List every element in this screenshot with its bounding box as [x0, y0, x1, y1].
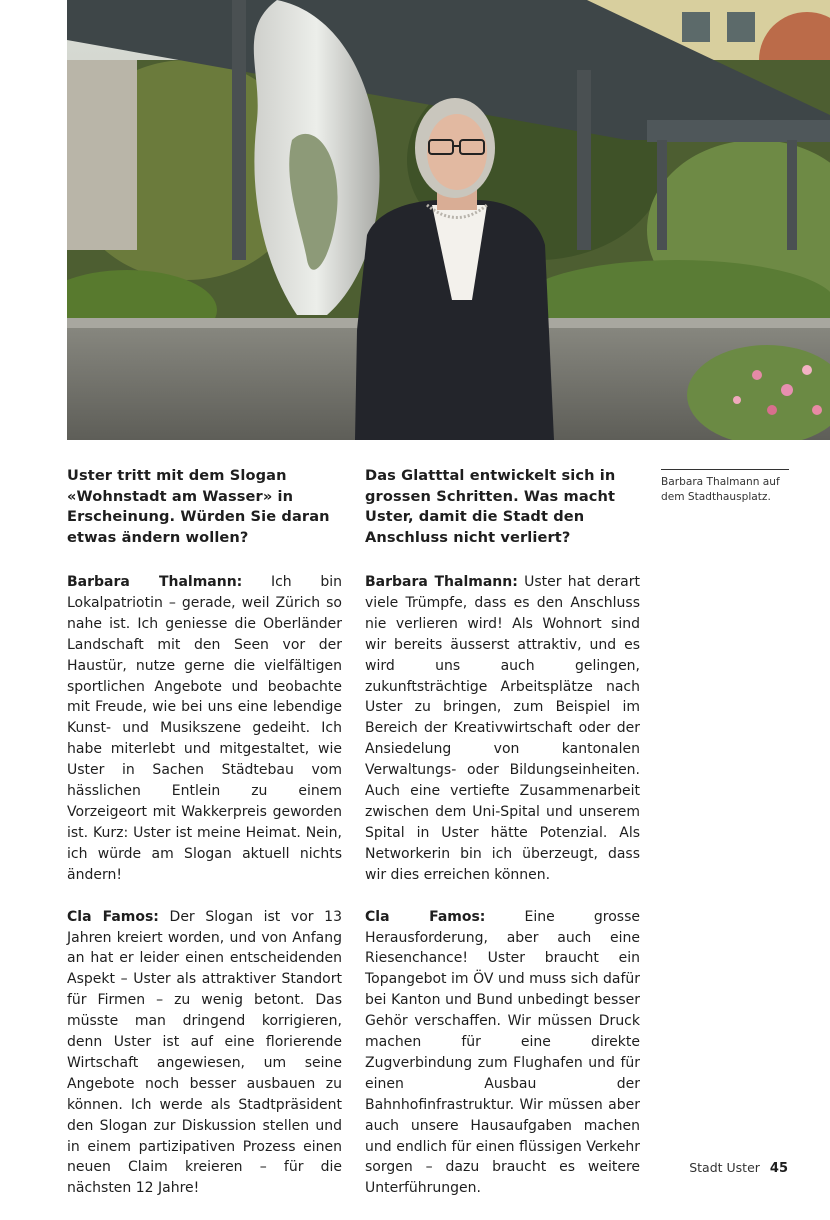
speaker-name: Barbara Thalmann: — [365, 574, 518, 590]
page-footer — [689, 1160, 788, 1176]
speaker-name: Barbara Thalmann: — [67, 574, 243, 590]
photo-illustration — [67, 0, 830, 440]
article-column-left — [67, 466, 342, 1220]
interview-answer — [365, 907, 640, 1200]
article-photo — [67, 0, 830, 440]
interview-question: Uster tritt mit dem Slogan «Wohnstadt am Wasser» in Erscheinung. Würden Sie daran etwas ändern wollen? — [67, 467, 330, 546]
interview-question: Das Glatttal entwickelt sich in grossen Schritten. Was macht Uster, damit die Stadt den Anschluss nicht verliert? — [365, 467, 616, 546]
speaker-name: Cla Famos: — [365, 908, 486, 925]
interview-answer — [67, 907, 342, 1200]
interview-answer — [67, 572, 342, 886]
speaker-name: Cla Famos: — [67, 908, 159, 925]
page-number: 45 — [769, 1161, 788, 1176]
article-column-middle — [365, 466, 640, 1220]
publication-name: Stadt Uster — [689, 1160, 760, 1175]
answer-text: Ich bin Lokalpatriotin – gerade, weil Zürich so nahe ist. Ich geniesse die Oberländer Landschaft mit den Seen vor der Haustür, nutze gerne die vielfältigen sportlichen Angebote und beobachte mit Freude, wie bei uns eine lebendige Kunst- und Musikszene gedeiht. Ich habe miterlebt und mitgestaltet, wie Uster in Sachen Städtebau vom hässlichen Entlein zu einem Vorzeigeort mit Wakkerpreis geworden ist. Kurz: Uster ist meine Heimat. Nein, ich würde am Slogan aktuell nichts ändern! — [67, 574, 342, 883]
photo-caption: Barbara Thalmann auf dem Stadthausplatz. — [661, 469, 789, 505]
answer-text: Uster hat derart viele Trümpfe, dass es den Anschluss nie verlieren wird! Als Wohnort sind wir bereits äusserst attraktiv, und es wird uns auch gelingen, zukunftsträchtige Arbeitsplätze nach Uster zu bringen, zum Beispiel im Bereich der Kreativwirtschaft oder der Ansiedelung von kantonalen Verwaltungs- oder Bildungseinheiten. Auch eine vertiefte Zusammenarbeit zwischen dem Uni-Spital und unserem Spital in Uster hätte Potenzial. Als Networkerin bin ich überzeugt, dass wir dies erreichen können. — [365, 574, 640, 883]
answer-text: Der Slogan ist vor 13 Jahren kreiert worden, und von Anfang an hat er leider einen entscheidenden Aspekt – Uster als attraktiver Standort für Firmen – zu wenig betont. Das müsste man dringend korrigieren, denn Uster ist auf eine florierende Wirtschaft angewiesen, um seine Angebote noch besser ausbauen zu können. Ich werde als Stadtpräsident den Slogan zur Diskussion stellen und in einem partizipativen Prozess einen neuen Claim kreieren – für die nächsten 12 Jahre! — [67, 908, 342, 1197]
answer-text: Eine grosse Herausforderung, aber auch eine Riesenchance! Uster braucht ein Topangebot im ÖV und muss sich dafür bei Kanton und Bund unbedingt besser Gehör verschaffen. Wir müssen Druck machen für eine direkte Zugverbindung zum Flughafen und für einen Ausbau der Bahnhofinfrastruktur. Wir müssen aber auch unsere Hausaufgaben machen und endlich für einen flüssigen Verkehr sorgen – dazu braucht es weitere Unterführungen. — [365, 908, 640, 1197]
interview-answer — [365, 572, 640, 886]
